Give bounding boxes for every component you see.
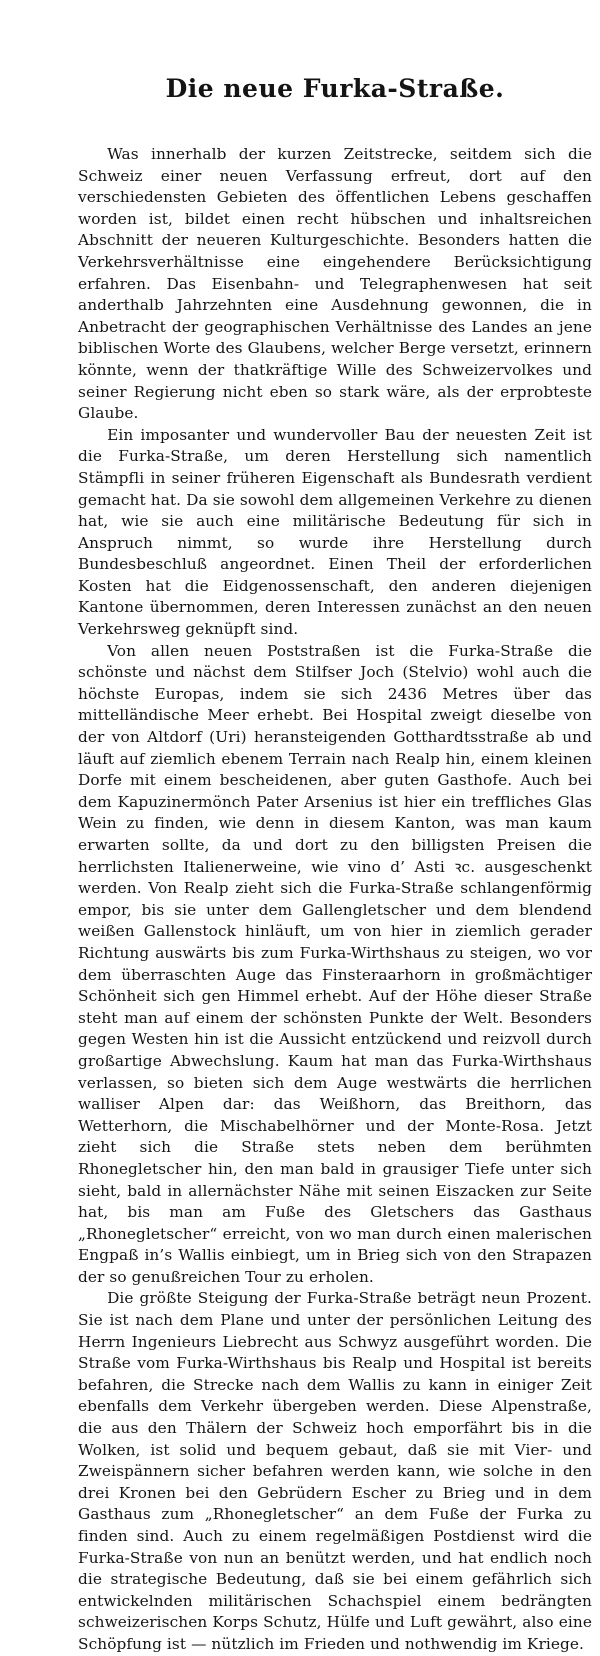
article-page: [78, 0, 592, 1653]
article-body: [78, 144, 592, 1656]
article-title: Die neue Furka-Straße.: [165, 74, 505, 103]
paragraph-3: Von allen neuen Poststraßen ist die Furka-Straße die schönste und nächst dem Stilfser Joch (Stelvio) wohl auch die höchste Europas, indem sie sich 2436 Metres über das mittelländische Meer erhebt. Bei Hospital zweigt dieselbe von der von Altdorf (Uri) heransteigenden Gotthardtsstraße ab und läuft auf ziemlich ebenem Terrain nach Realp hin, einem kleinen Dorfe mit einem bescheidenen, aber guten Gasthofe. Auch bei dem Kapuzinermönch Pater Arsenius ist hier ein treffliches Glas Wein zu finden, wie denn in diesem Kanton, was man kaum erwarten sollte, da und dort zu den billigsten Preisen die herrlichsten Italienerweine, wie vino d’ Asti ꝛc. ausgeschenkt werden. Von Realp zieht sich die Furka-Straße schlangenförmig empor, bis sie unter dem Gallengletscher und dem blendend weißen Gallenstock hinläuft, um von hier in ziemlich gerader Richtung auswärts bis zum Furka-Wirthshaus zu steigen, wo vor dem überraschten Auge das Finsteraarhorn in großmächtiger Schönheit sich gen Himmel erhebt. Auf der Höhe dieser Straße steht man auf einem der schönsten Punkte der Welt. Besonders gegen Westen hin ist die Aussicht entzückend und reizvoll durch großartige Abwechslung. Kaum hat man das Furka-Wirthshaus verlassen, so bieten sich dem Auge westwärts die herrlichen walliser Alpen dar: das Weißhorn, das Breithorn, das Wetterhorn, die Mischabelhörner und der Monte-Rosa. Jetzt zieht sich die Straße stets neben dem berühmten Rhonegletscher hin, den man bald in grausiger Tiefe unter sich sieht, bald in allernächster Nähe mit seinen Eiszacken zur Seite hat, bis man am Fuße des Gletschers das Gasthaus „Rhonegletscher“ erreicht, von wo man durch einen malerischen Engpaß in’s Wallis einbiegt, um in Brieg sich von den Strapazen der so genußreichen Tour zu erholen.: [78, 641, 592, 1286]
paragraph-4: Die größte Steigung der Furka-Straße beträgt neun Prozent. Sie ist nach dem Plane und unter der persönlichen Leitung des Herrn Ingenieurs Liebrecht aus Schwyz ausgeführt worden. Die Straße vom Furka-Wirthshaus bis Realp und Hospital ist bereits befahren, die Strecke nach dem Wallis zu kann in einiger Zeit ebenfalls dem Verkehr übergeben werden. Diese Alpenstraße, die aus den Thälern der Schweiz hoch emporfährt bis in die Wolken, ist solid und bequem gebaut, daß sie mit Vier- und Zweispännern sicher befahren werden kann, wie solche in den drei Kronen bei den Gebrüdern Escher zu Brieg und in dem Gasthaus zum „Rhonegletscher“ an dem Fuße der Furka zu finden sind. Auch zu einem regelmäßigen Postdienst wird die Furka-Straße von nun an benützt werden, und hat endlich noch die strategische Bedeutung, daß sie bei einem gefährlich sich entwickelnden militärischen Schachspiel einem bedrängten schweizerischen Korps Schutz, Hülfe und Luft gewährt, also eine Schöpfung ist — nützlich im Frieden und nothwendig im Kriege.: [78, 1289, 592, 1653]
paragraph-2: Ein imposanter und wundervoller Bau der neuesten Zeit ist die Furka-Straße, um deren Herstellung sich namentlich Stämpfli in seiner früheren Eigenschaft als Bundesrath verdient gemacht hat. Da sie sowohl dem allgemeinen Verkehre zu dienen hat, wie sie auch eine militärische Bedeutung für sich in Anspruch nimmt, so wurde ihre Herstellung durch Bundesbeschluß angeordnet. Einen Theil der erforderlichen Kosten hat die Eidgenossenschaft, den anderen diejenigen Kantone übernommen, deren Interessen zunächst an den neuen Verkehrsweg geknüpft sind.: [78, 425, 592, 639]
paragraph-1: Was innerhalb der kurzen Zeitstrecke, seitdem sich die Schweiz einer neuen Verfassung erfreut, dort auf den verschiedensten Gebieten des öffentlichen Lebens geschaffen worden ist, bildet einen recht hübschen und inhaltsreichen Abschnitt der neueren Kulturgeschichte. Besonders hatten die Verkehrsverhältnisse eine eingehendere Berücksichtigung erfahren. Das Eisenbahn- und Telegraphenwesen hat seit anderthalb Jahrzehnten eine Ausdehnung gewonnen, die in Anbetracht der geographischen Verhältnisse des Landes an jene biblischen Worte des Glaubens, welcher Berge versetzt, erinnern könnte, wenn der thatkräftige Wille des Schweizervolkes und seiner Regierung nicht eben so stark wäre, als der erprobteste Glaube.: [78, 145, 592, 423]
